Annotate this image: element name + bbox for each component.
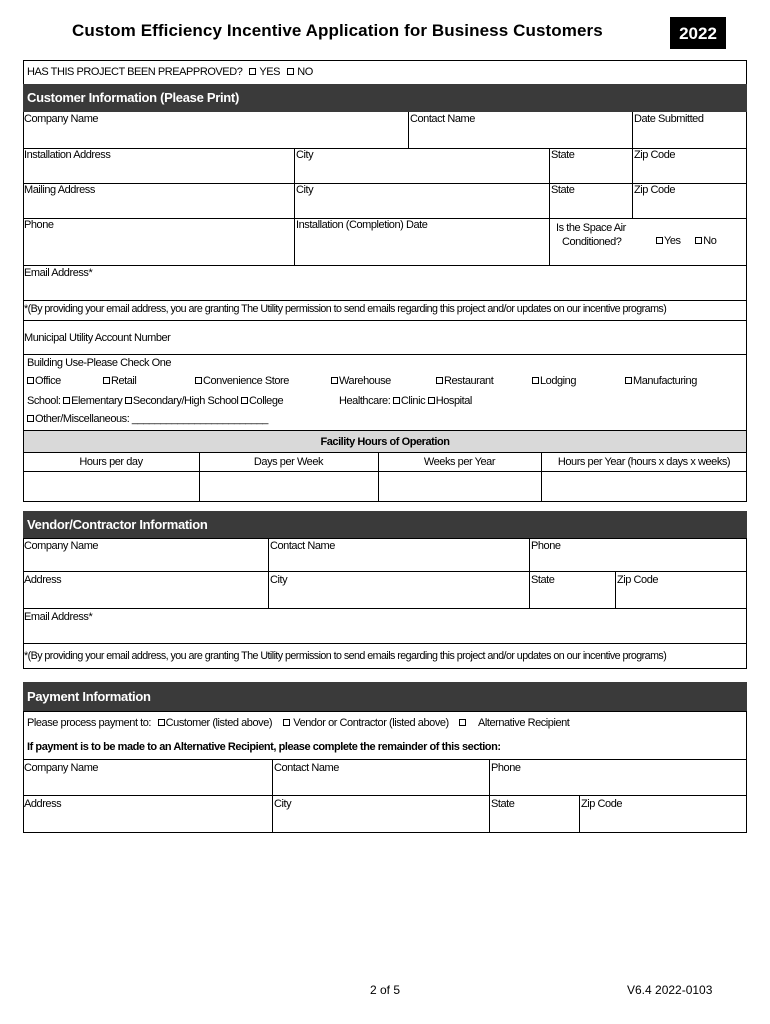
alt-address-field[interactable]: Address <box>24 798 62 810</box>
alt-zip-field[interactable]: Zip Code <box>581 798 623 810</box>
mailing-address-field[interactable]: Mailing Address <box>24 184 95 196</box>
mailing-city-field[interactable]: City <box>296 184 314 196</box>
secondary-school-label: Secondary/High School <box>132 395 239 407</box>
preapproval-question: HAS THIS PROJECT BEEN PREAPPROVED? <box>27 66 243 78</box>
facility-hours-heading: Facility Hours of Operation <box>320 436 450 448</box>
customer-email-field[interactable]: Email Address* <box>24 267 93 279</box>
preapproved-yes-checkbox[interactable] <box>249 68 256 75</box>
use-retail-option[interactable]: Retail <box>103 375 136 388</box>
days-per-week-header: Days per Week <box>253 456 324 468</box>
pay-alternative-checkbox[interactable] <box>459 719 466 726</box>
customer-heading-text: Customer Information (Please Print) <box>27 90 239 105</box>
air-conditioned-question-line1: Is the Space Air <box>556 222 626 234</box>
hours-per-year-header: Hours per Year (hours x days x weeks) <box>557 456 731 468</box>
payment-process-label: Please process payment to: <box>27 717 152 729</box>
vendor-heading-text: Vendor/Contractor Information <box>27 517 208 532</box>
mailing-state-field[interactable]: State <box>551 184 575 196</box>
school-options-row <box>27 395 283 408</box>
manufacturing-checkbox[interactable] <box>625 377 632 384</box>
vendor-company-name-field[interactable]: Company Name <box>24 540 99 552</box>
alt-city-field[interactable]: City <box>274 798 292 810</box>
other-use-option[interactable] <box>27 413 268 426</box>
use-office-option[interactable]: Office <box>27 375 61 388</box>
vendor-contact-name-field[interactable]: Contact Name <box>270 540 335 552</box>
school-label: School: <box>27 395 61 407</box>
customer-section-heading <box>23 84 747 112</box>
college-label: College <box>249 395 284 407</box>
vendor-email-field[interactable]: Email Address* <box>24 611 93 623</box>
use-warehouse-option[interactable]: Warehouse <box>331 375 391 388</box>
customer-company-name-field[interactable]: Company Name <box>24 113 99 125</box>
customer-email-notice: *(By providing your email address, you are granting The Utility permission to send emails regarding this project and/or updates on our incentive programs) <box>24 303 667 315</box>
hours-per-year-input[interactable] <box>542 472 746 501</box>
alt-phone-field[interactable]: Phone <box>491 762 521 774</box>
mailing-zip-field[interactable]: Zip Code <box>634 184 676 196</box>
alt-company-name-field[interactable]: Company Name <box>24 762 99 774</box>
preapproved-yes-label: YES <box>259 66 281 78</box>
use-manufacturing-option[interactable]: Manufacturing <box>625 375 697 388</box>
air-conditioned-yes-checkbox[interactable] <box>656 237 663 244</box>
preapproved-no-label: NO <box>297 66 313 78</box>
weeks-per-year-input[interactable] <box>379 472 541 501</box>
lodging-checkbox[interactable] <box>532 377 539 384</box>
customer-contact-name-field[interactable]: Contact Name <box>410 113 475 125</box>
installation-address-field[interactable]: Installation Address <box>24 149 111 161</box>
pay-alternative-label: Alternative Recipient <box>477 717 570 729</box>
elementary-checkbox[interactable] <box>63 397 70 404</box>
building-use-heading: Building Use-Please Check One <box>27 357 172 369</box>
hospital-checkbox[interactable] <box>428 397 435 404</box>
restaurant-checkbox[interactable] <box>436 377 443 384</box>
version-label: V6.4 2022-0103 <box>627 983 713 997</box>
use-restaurant-option[interactable]: Restaurant <box>436 375 493 388</box>
other-checkbox[interactable] <box>27 415 34 422</box>
pay-customer-label: Customer (listed above) <box>165 717 273 729</box>
days-per-week-input[interactable] <box>200 472 378 501</box>
payment-section-heading <box>23 682 747 711</box>
installation-date-field[interactable]: Installation (Completion) Date <box>296 219 428 231</box>
retail-checkbox[interactable] <box>103 377 110 384</box>
pay-customer-checkbox[interactable] <box>158 719 165 726</box>
healthcare-label: Healthcare: <box>339 395 391 407</box>
pay-vendor-checkbox[interactable] <box>283 719 290 726</box>
clinic-label: Clinic <box>400 395 426 407</box>
vendor-zip-field[interactable]: Zip Code <box>617 574 659 586</box>
vendor-state-field[interactable]: State <box>531 574 555 586</box>
installation-zip-field[interactable]: Zip Code <box>634 149 676 161</box>
installation-state-field[interactable]: State <box>551 149 575 161</box>
use-lodging-option[interactable]: Lodging <box>532 375 576 388</box>
clinic-checkbox[interactable] <box>393 397 400 404</box>
air-conditioned-question-line2: Conditioned? <box>562 236 622 248</box>
installation-city-field[interactable]: City <box>296 149 314 161</box>
hours-per-day-input[interactable] <box>24 472 199 501</box>
vendor-section-heading <box>23 511 747 538</box>
weeks-per-year-header: Weeks per Year <box>423 456 496 468</box>
alternative-recipient-instructions: If payment is to be made to an Alternative Recipient, please complete the remainder of this section: <box>27 741 501 753</box>
other-use-field[interactable]: Other/Miscellaneous: ________________________ <box>35 413 268 425</box>
vendor-city-field[interactable]: City <box>270 574 288 586</box>
preapproved-no-checkbox[interactable] <box>287 68 294 75</box>
vendor-email-notice: *(By providing your email address, you are granting The Utility permission to send emails regarding this project and/or updates on our incentive programs) <box>24 650 667 662</box>
warehouse-checkbox[interactable] <box>331 377 338 384</box>
alt-state-field[interactable]: State <box>491 798 515 810</box>
vendor-phone-field[interactable]: Phone <box>531 540 561 552</box>
convenience-store-checkbox[interactable] <box>195 377 202 384</box>
payment-recipient-row <box>27 717 569 730</box>
air-conditioned-yes-label: Yes <box>664 235 681 247</box>
payment-heading-text: Payment Information <box>27 689 151 704</box>
hospital-label: Hospital <box>435 395 472 407</box>
pay-vendor-label: Vendor or Contractor (listed above) <box>293 717 449 729</box>
college-checkbox[interactable] <box>241 397 248 404</box>
utility-account-number-field[interactable]: Municipal Utility Account Number <box>24 332 171 344</box>
healthcare-options-row <box>339 395 472 408</box>
page-number: 2 of 5 <box>370 983 401 997</box>
date-submitted-field[interactable]: Date Submitted <box>634 113 704 125</box>
elementary-label: Elementary <box>71 395 123 407</box>
alt-contact-name-field[interactable]: Contact Name <box>274 762 339 774</box>
vendor-address-field[interactable]: Address <box>24 574 62 586</box>
use-convenience-store-option[interactable]: Convenience Store <box>195 375 289 388</box>
form-title: Custom Efficiency Incentive Application for Business Customers <box>72 21 603 40</box>
preapproval-row <box>27 66 313 79</box>
year-badge: 2022 <box>670 17 726 49</box>
air-conditioned-no-label: No <box>703 235 717 247</box>
air-conditioned-no-checkbox[interactable] <box>695 237 702 244</box>
office-checkbox[interactable] <box>27 377 34 384</box>
secondary-school-checkbox[interactable] <box>125 397 132 404</box>
hours-per-day-header: Hours per day <box>79 456 143 468</box>
customer-phone-field[interactable]: Phone <box>24 219 54 231</box>
